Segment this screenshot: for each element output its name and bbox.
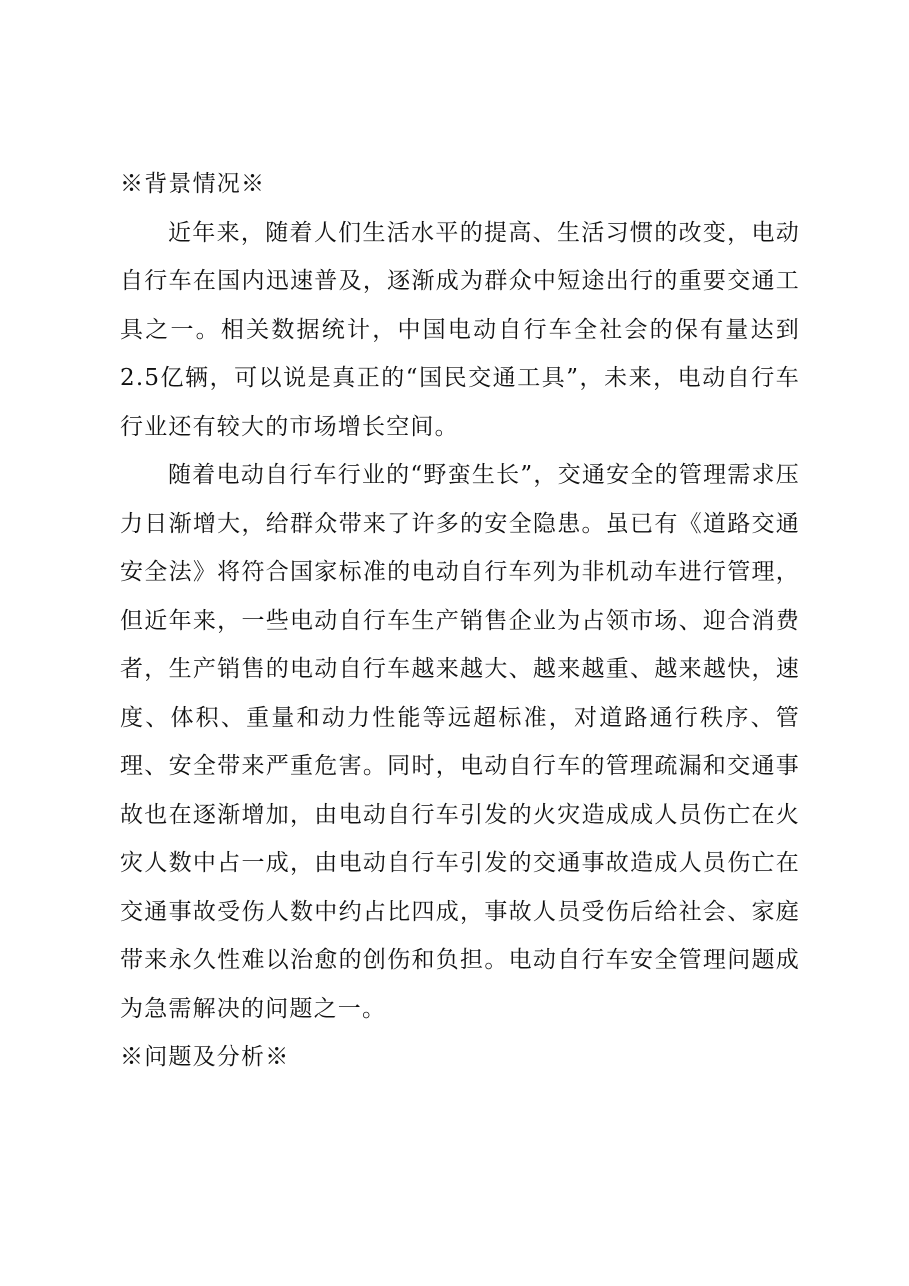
document-page — [120, 160, 800, 1082]
section-heading-background: ※背景情况※ — [120, 171, 266, 197]
paragraph-2: 随着电动自行车行业的“野蛮生长”，交通安全的管理需求压力日渐增大，给群众带来了许多的安全隐患。虽已有《道路交通安全法》将符合国家标准的电动自行车列为非机动车进行管理，但近年来，一些电动自行车生产销售企业为占领市场、迎合消费者，生产销售的电动自行车越来越大、越来越重、越来越快，速度、体积、重量和动力性能等远超标准，对道路通行秩序、管理、安全带来严重危害。同时，电动自行车的管理疏漏和交通事故也在逐渐增加，由电动自行车引发的火灾造成成人员伤亡在火灾人数中占一成，由电动自行车引发的交通事故造成人员伤亡在交通事故受伤人数中约占比四成，事故人员受伤后给社会、家庭带来永久性难以治愈的创伤和负担。电动自行车安全管理问题成为急需解决的问题之一。 — [120, 462, 800, 1022]
section-heading-analysis: ※问题及分析※ — [120, 1044, 290, 1070]
paragraph-1: 近年来，随着人们生活水平的提高、生活习惯的改变，电动自行车在国内迅速普及，逐渐成为群众中短途出行的重要交通工具之一。相关数据统计，中国电动自行车全社会的保有量达到2.5亿辆，可以说是真正的“国民交通工具”，未来，电动自行车行业还有较大的市场增长空间。 — [120, 219, 800, 440]
